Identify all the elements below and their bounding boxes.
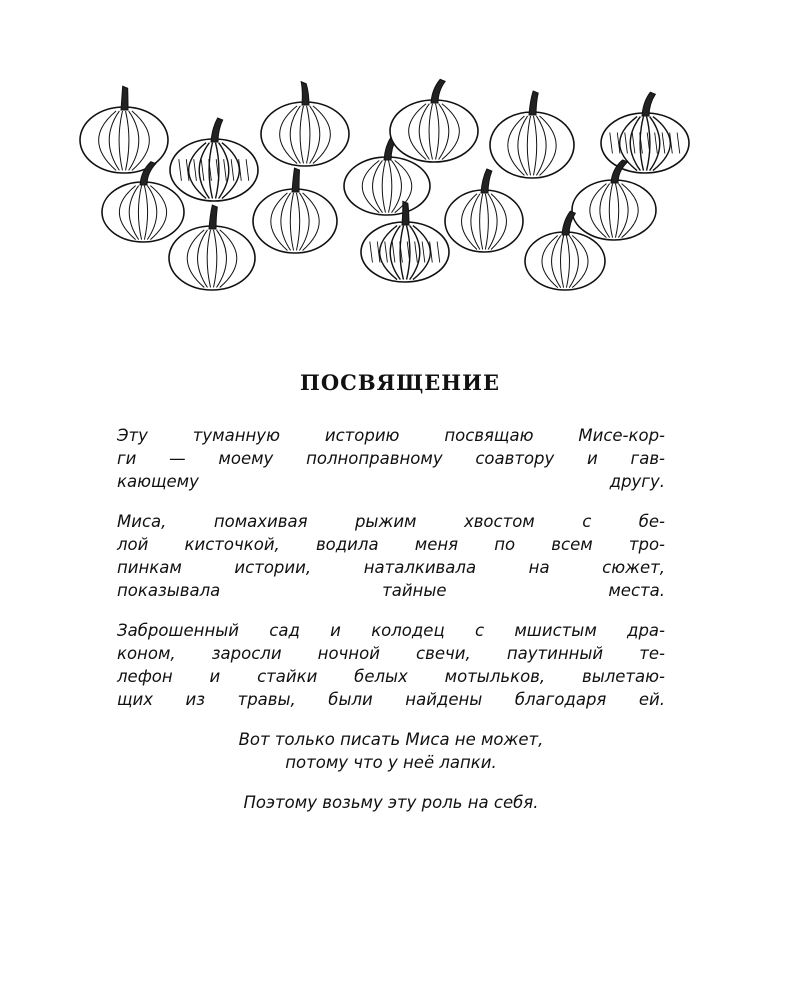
text-line: Эту туманную историю посвящаю Мисе-кор- — [117, 426, 665, 445]
pumpkin-icon — [80, 86, 168, 173]
text-line: Миса, помахивая рыжим хвостом с бе- — [117, 512, 665, 531]
paragraph-2 — [117, 510, 665, 602]
paragraph-3 — [117, 619, 665, 711]
text-line: коном, заросли ночной свечи, паутинный те- — [117, 644, 665, 663]
pumpkin-icon — [445, 169, 523, 252]
text-line: потому что у неё лапки. — [285, 753, 497, 772]
pumpkin-icon — [170, 118, 258, 201]
text-line: щих из травы, были найдены благодаря ей. — [117, 690, 665, 709]
paragraph-1 — [117, 424, 665, 493]
dedication-text — [117, 424, 665, 831]
pumpkins-illustration — [0, 0, 800, 320]
text-line: Заброшенный сад и колодец с мшистым дра- — [117, 621, 665, 640]
paragraph-4 — [117, 728, 665, 774]
text-line: ги — моему полноправному соавтору и гав- — [117, 449, 665, 468]
text-line: показывала тайные места. — [117, 581, 665, 600]
page-title: ПОСВЯЩЕНИЕ — [300, 370, 500, 395]
text-line: пинкам истории, наталкивала на сюжет, — [117, 558, 665, 577]
text-line: лефон и стайки белых мотыльков, вылетаю- — [117, 667, 665, 686]
pumpkin-icon — [390, 79, 478, 162]
pumpkin-icon — [261, 82, 349, 166]
pumpkin-icon — [601, 92, 689, 173]
text-line: Поэтому возьму эту роль на себя. — [243, 793, 539, 812]
pumpkin-icon — [253, 168, 337, 253]
text-line: Вот только писать Миса не может, — [238, 730, 544, 749]
text-line: лой кисточкой, водила меня по всем тро- — [117, 535, 665, 554]
pumpkin-icon — [490, 91, 574, 178]
text-line: кающему другу. — [117, 472, 665, 491]
paragraph-5 — [117, 791, 665, 814]
